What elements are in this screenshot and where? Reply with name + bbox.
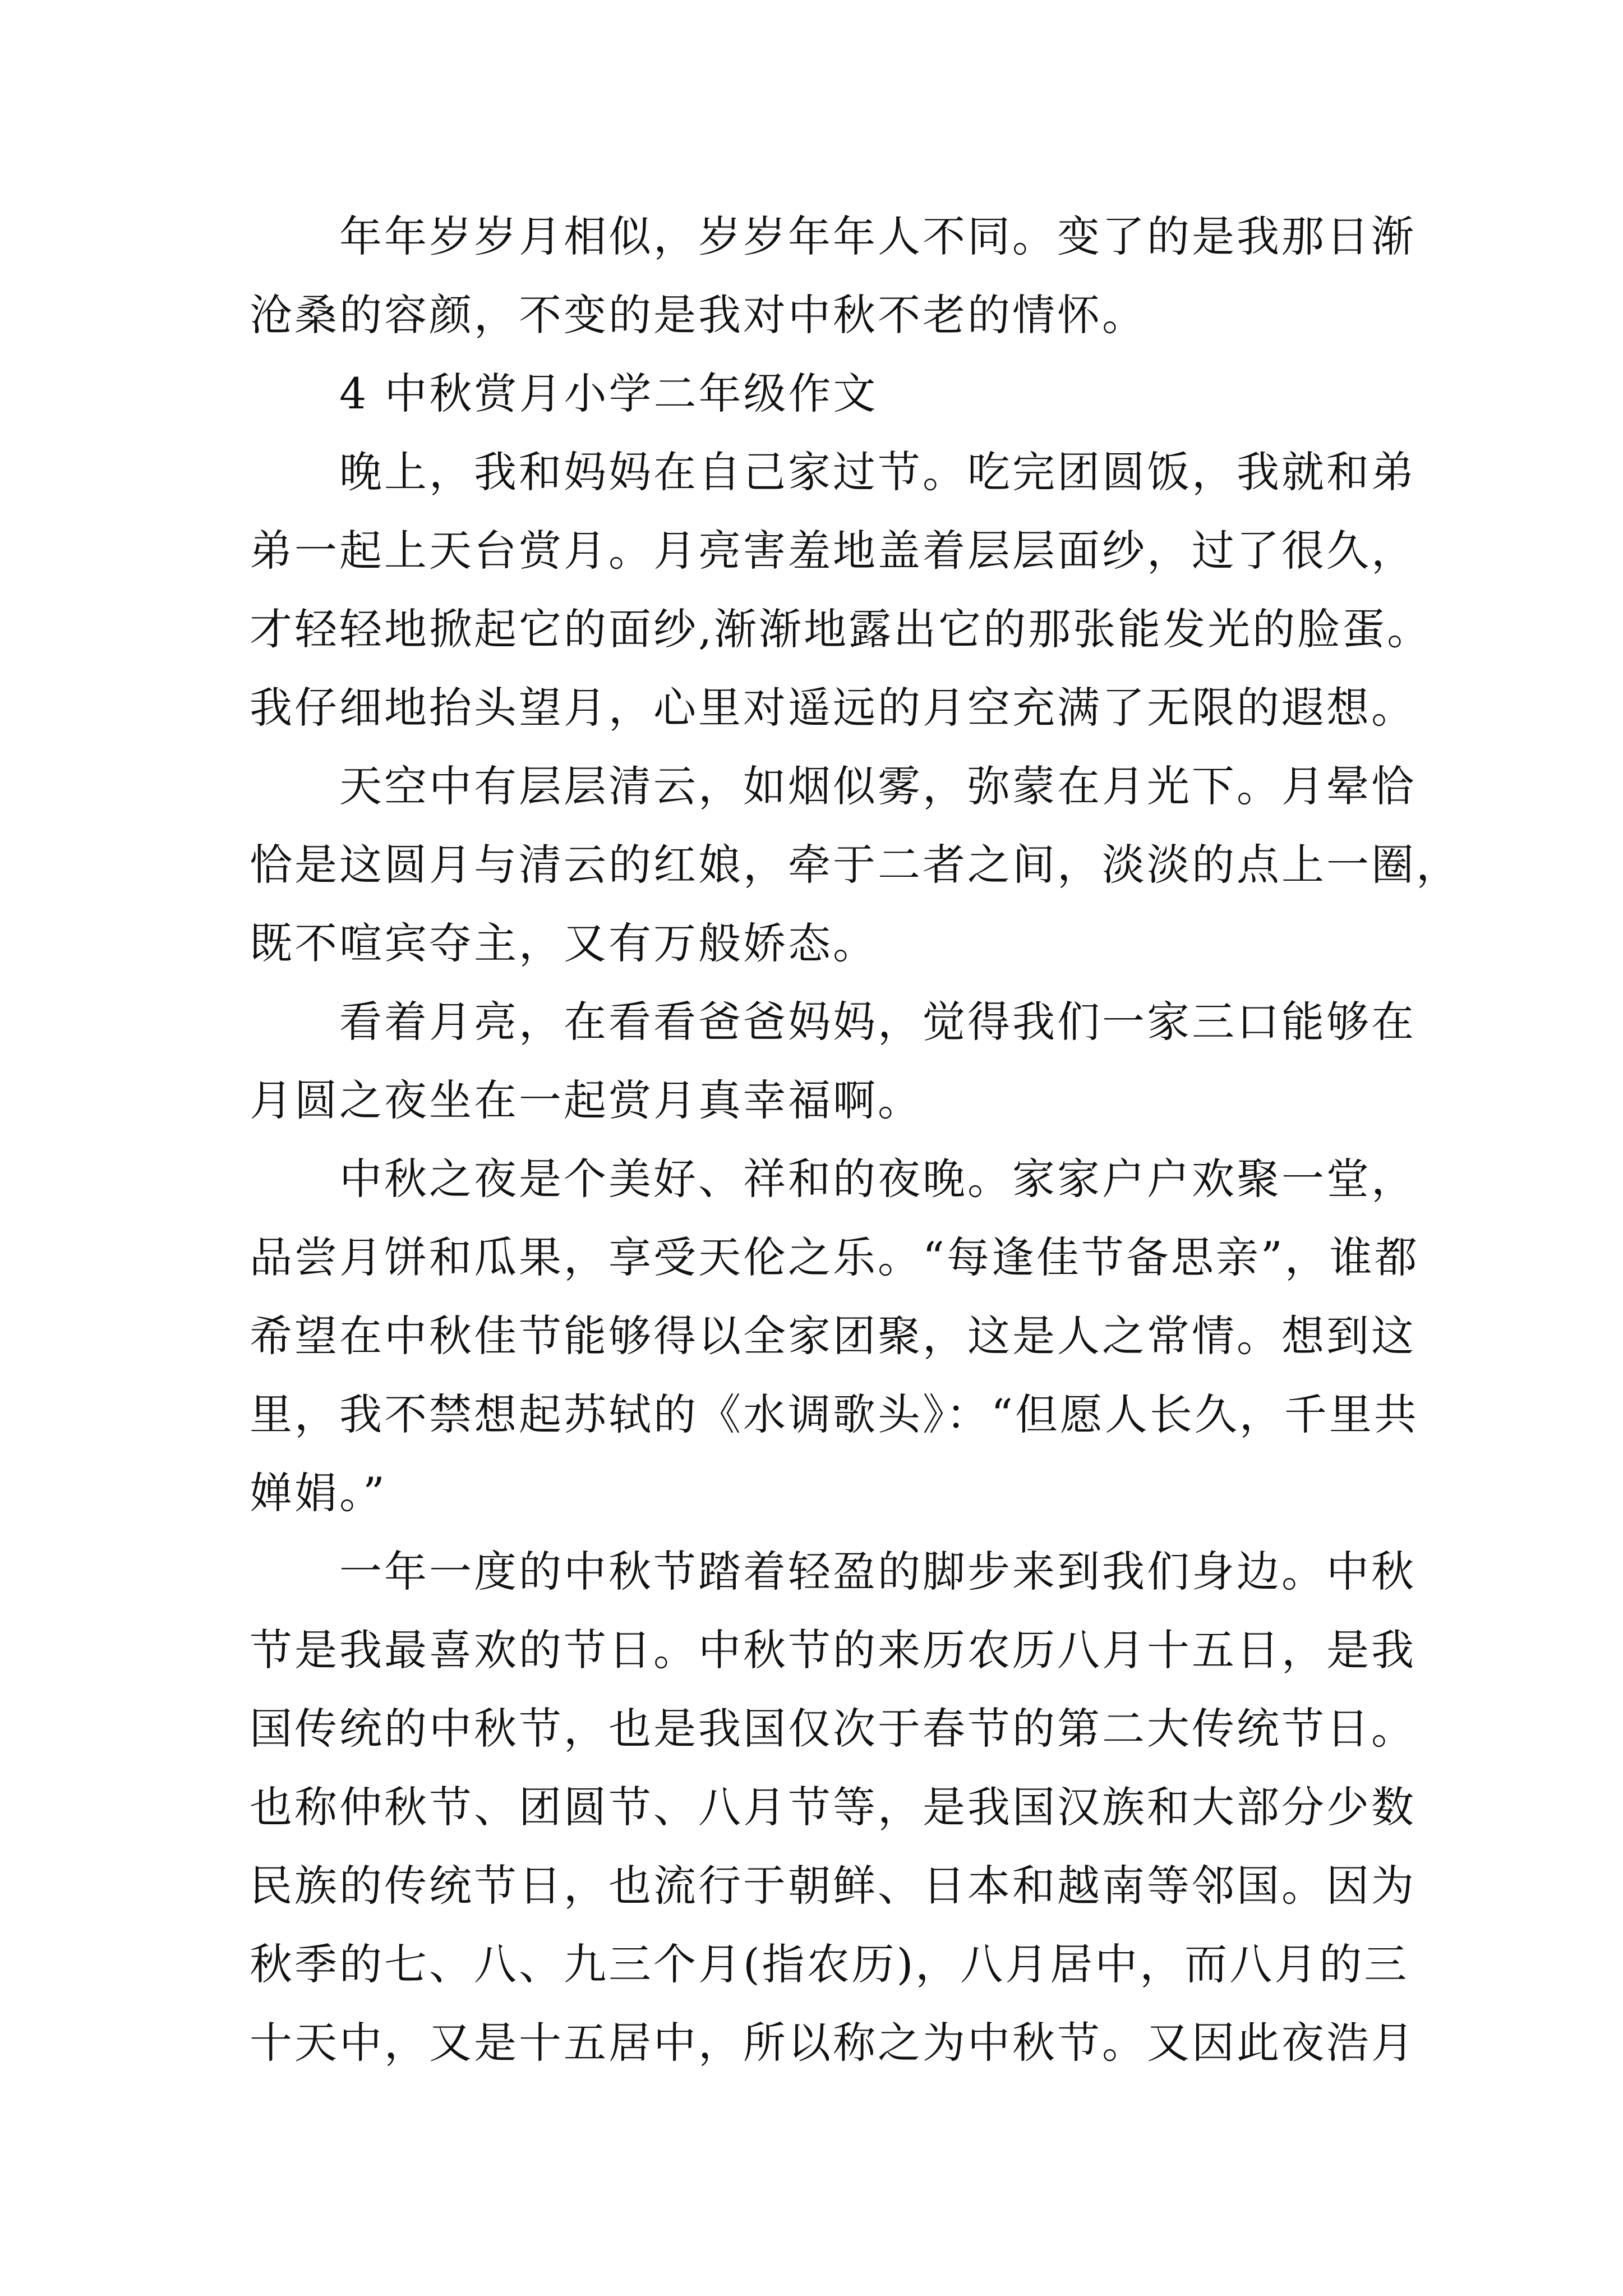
text-line: 节是我最喜欢的节日。中秋节的来历农历八月十五日，是我 xyxy=(250,1625,1416,1675)
text-line: 看着月亮，在看看爸爸妈妈，觉得我们一家三口能够在 xyxy=(339,997,1416,1047)
text-line: 希望在中秋佳节能够得以全家团聚，这是人之常情。想到这 xyxy=(250,1311,1416,1361)
text-line: 晚上，我和妈妈在自己家过节。吃完团圆饭，我就和弟 xyxy=(339,447,1416,497)
text-line: 天空中有层层清云，如烟似雾，弥蒙在月光下。月晕恰 xyxy=(339,761,1416,811)
text-line: 国传统的中秋节，也是我国仅次于春节的第二大传统节日。 xyxy=(250,1704,1416,1754)
text-line: 民族的传统节日，也流行于朝鲜、日本和越南等邻国。因为 xyxy=(250,1861,1416,1911)
text-line: 品尝月饼和瓜果，享受天伦之乐。“每逢佳节备思亲”，谁都 xyxy=(250,1232,1419,1282)
text-line: 也称仲秋节、团圆节、八月节等，是我国汉族和大部分少数 xyxy=(250,1782,1416,1832)
text-line: 秋季的七、八、九三个月(指农历)，八月居中，而八月的三 xyxy=(250,1939,1409,1989)
text-line: 沧桑的容颜，不变的是我对中秋不老的情怀。 xyxy=(250,290,1147,340)
text-line: 既不喧宾夺主，又有万般娇态。 xyxy=(250,918,878,968)
text-line: 月圆之夜坐在一起赏月真幸福啊。 xyxy=(250,1075,923,1125)
text-line: 中秋之夜是个美好、祥和的夜晚。家家户户欢聚一堂， xyxy=(339,1154,1416,1204)
text-line: 恰是这圆月与清云的红娘，牵于二者之间，淡淡的点上一圈， xyxy=(250,840,1461,890)
text-line: 十天中，又是十五居中，所以称之为中秋节。又因此夜浩月 xyxy=(250,2018,1416,2068)
text-line: 弟一起上天台赏月。月亮害羞地盖着层层面纱，过了很久， xyxy=(250,526,1416,576)
section-heading: 4 中秋赏月小学二年级作文 xyxy=(339,369,878,418)
text-line: 一年一度的中秋节踏着轻盈的脚步来到我们身边。中秋 xyxy=(339,1547,1416,1596)
text-line: 我仔细地抬头望月，心里对遥远的月空充满了无限的遐想。 xyxy=(250,683,1416,733)
text-line: 婵娟。” xyxy=(250,1468,387,1518)
text-line: 里，我不禁想起苏轼的《水调歌头》：“但愿人长久，千里共 xyxy=(250,1389,1419,1439)
document-body xyxy=(250,197,1461,2082)
text-line: 年年岁岁月相似，岁岁年年人不同。变了的是我那日渐 xyxy=(339,211,1416,261)
text-line: 才轻轻地掀起它的面纱,渐渐地露出它的那张能发光的脸蛋。 xyxy=(250,604,1432,654)
